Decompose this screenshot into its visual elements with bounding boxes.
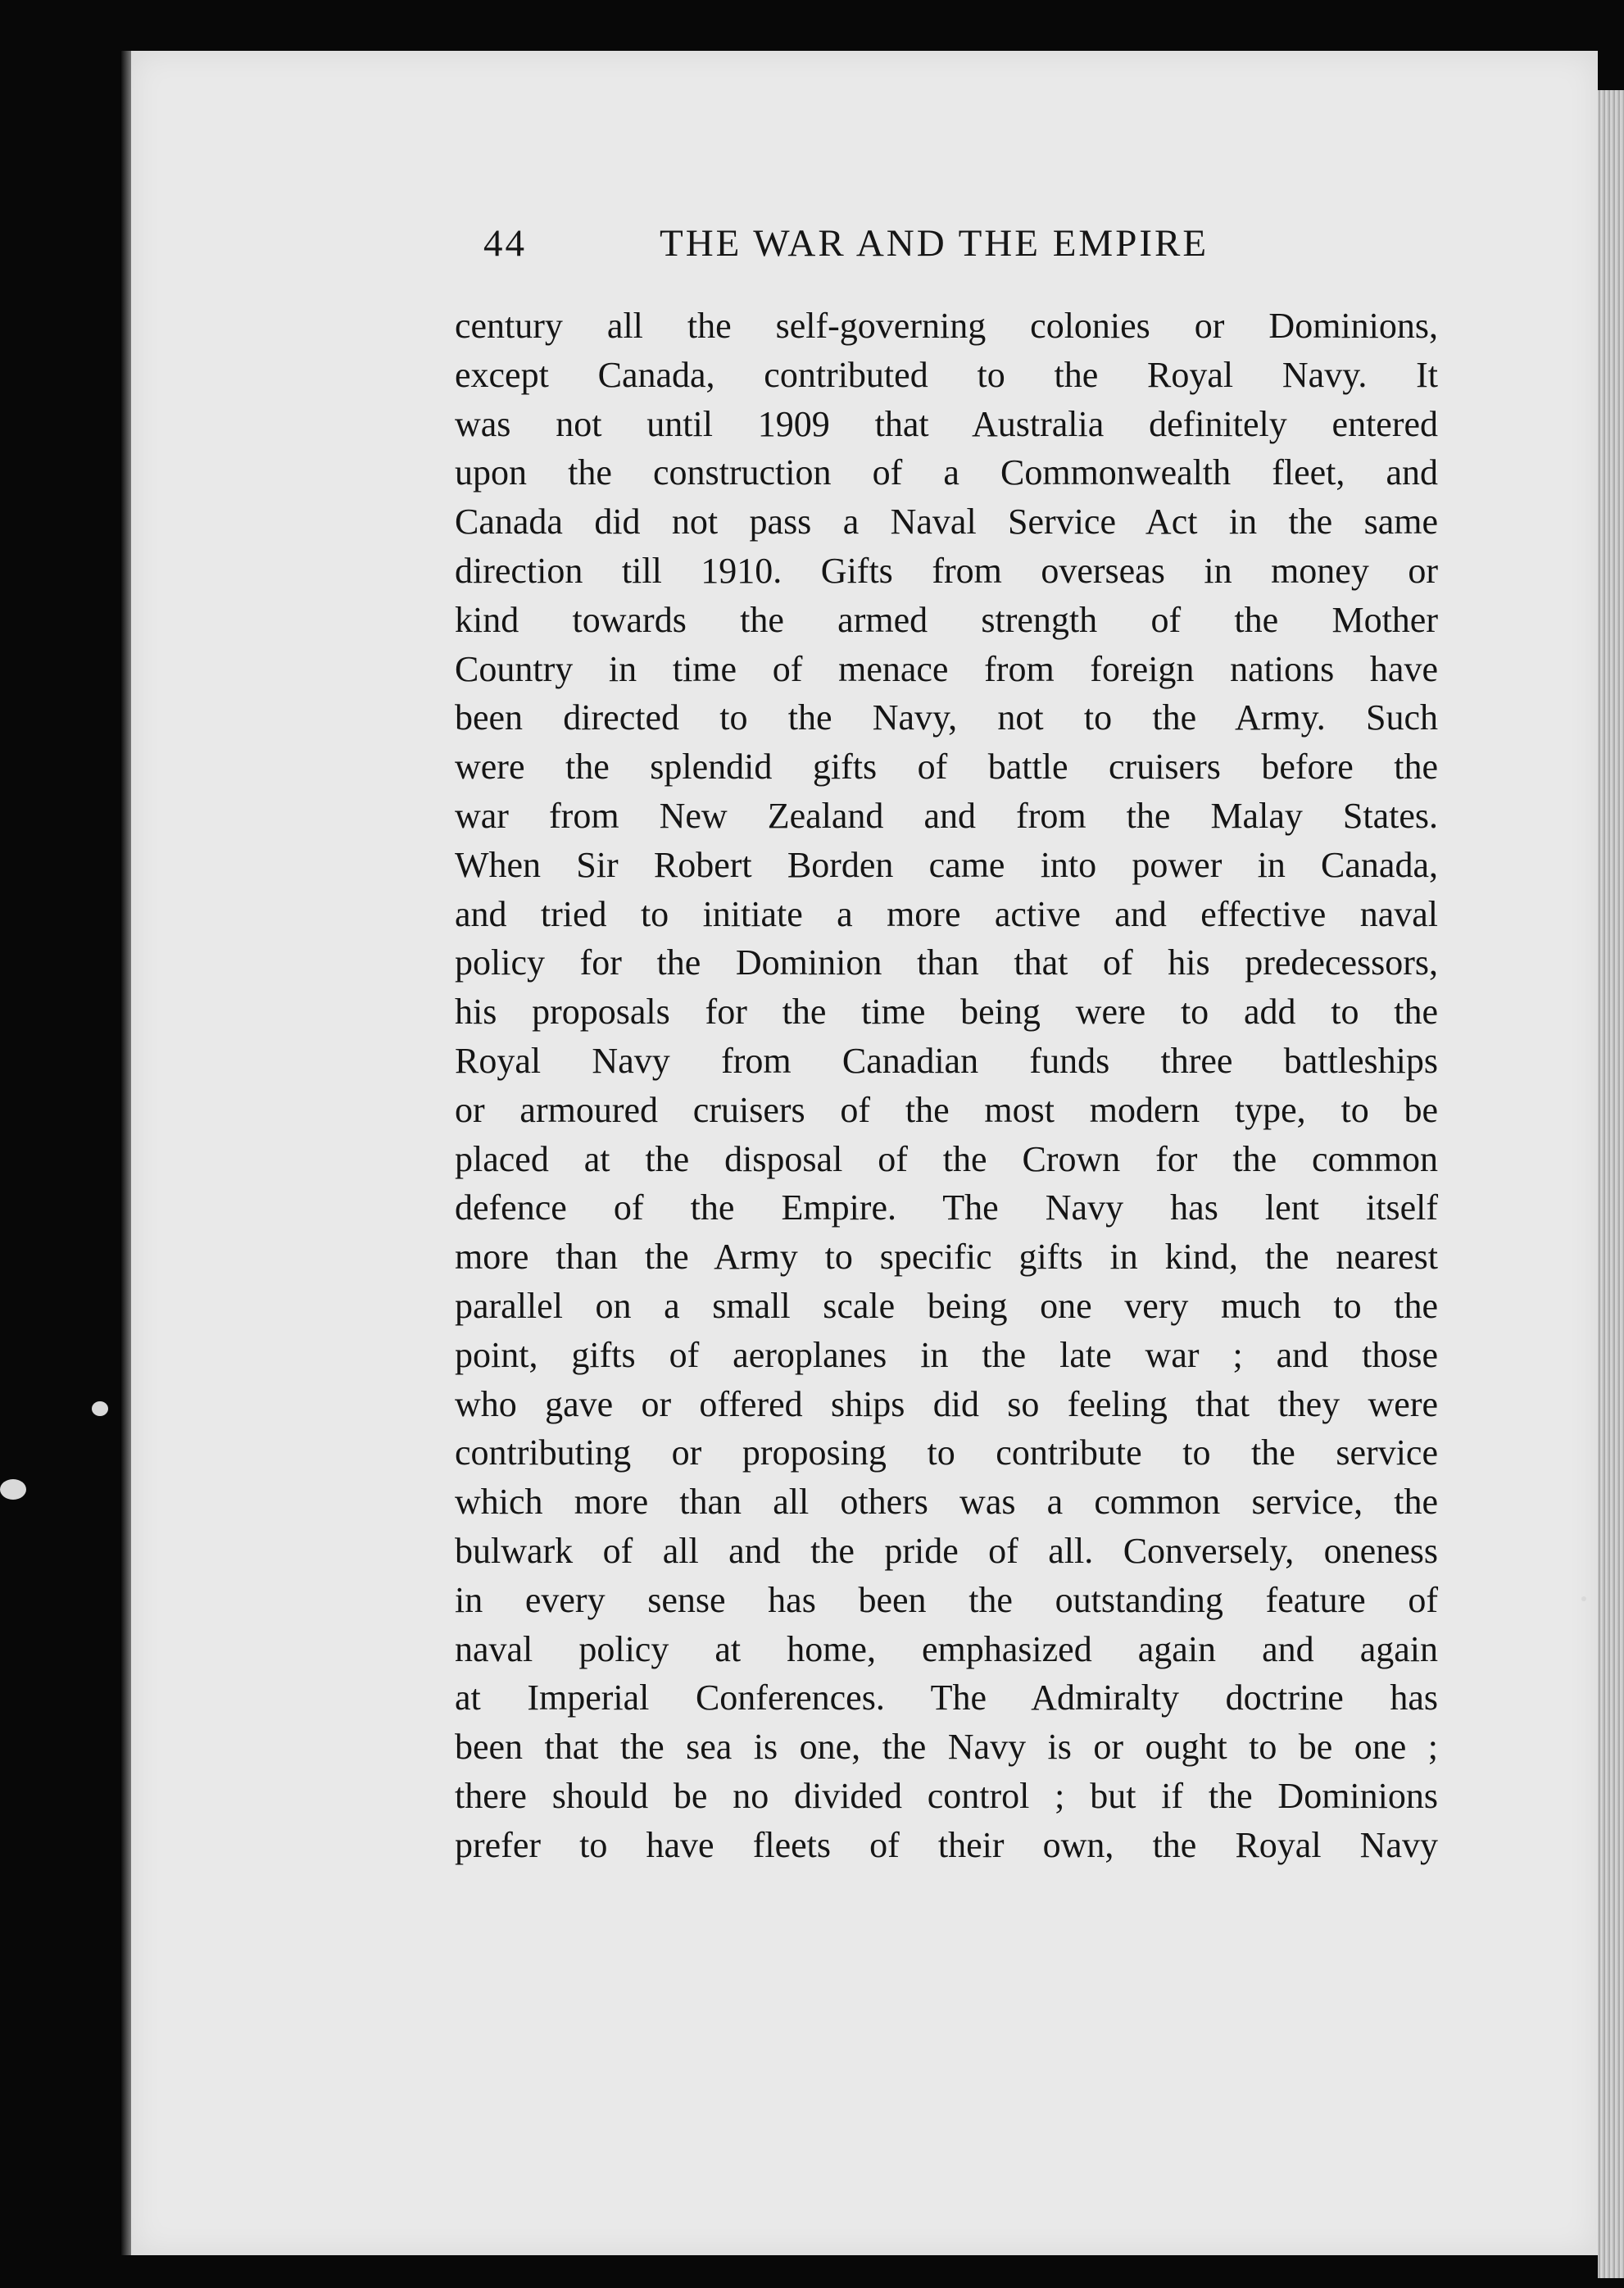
text-line: prefer to have fleets of their own, the Royal Navy bbox=[455, 1824, 1438, 1865]
text-line: were the splendid gifts of battle cruisers before the bbox=[455, 747, 1438, 788]
text-line: there should be no divided control ; but if the Dominions bbox=[455, 1775, 1438, 1816]
text-line: except Canada, contributed to the Royal Navy. It bbox=[455, 354, 1438, 395]
text-line: been directed to the Navy, not to the Army. Such bbox=[455, 697, 1438, 738]
text-line: bulwark of all and the pride of all. Conversely, oneness bbox=[455, 1530, 1438, 1571]
text-line: contributing or proposing to contribute to the service bbox=[455, 1432, 1438, 1473]
text-line: defence of the Empire. The Navy has lent itself bbox=[455, 1187, 1438, 1228]
text-line: kind towards the armed strength of the Mother bbox=[455, 599, 1438, 640]
text-line: in every sense has been the outstanding feature of bbox=[455, 1579, 1438, 1620]
page-number: 44 bbox=[483, 222, 527, 265]
text-line: war from New Zealand and from the Malay States. bbox=[455, 795, 1438, 836]
text-line: point, gifts of aeroplanes in the late war ; and those bbox=[455, 1334, 1438, 1375]
text-line: Canada did not pass a Naval Service Act in the same bbox=[455, 502, 1438, 542]
text-line: direction till 1910. Gifts from overseas in money or bbox=[455, 550, 1438, 591]
text-line: who gave or offered ships did so feeling that they were bbox=[455, 1383, 1438, 1424]
text-line: was not until 1909 that Australia definitely entered bbox=[455, 403, 1438, 444]
scan-speck bbox=[0, 1479, 26, 1500]
text-line: more than the Army to specific gifts in kind, the nearest bbox=[455, 1237, 1438, 1278]
text-line: upon the construction of a Commonwealth fleet, and bbox=[455, 452, 1438, 493]
running-head bbox=[483, 221, 1286, 270]
scan-speck bbox=[92, 1401, 108, 1416]
text-line: been that the sea is one, the Navy is or ought to be one ; bbox=[455, 1727, 1438, 1768]
text-line: Royal Navy from Canadian funds three battleships bbox=[455, 1040, 1438, 1081]
text-line: at Imperial Conferences. The Admiralty doctrine has bbox=[455, 1677, 1438, 1718]
text-line: parallel on a small scale being one very much to the bbox=[455, 1285, 1438, 1326]
text-line: which more than all others was a common service, the bbox=[455, 1482, 1438, 1523]
running-title: THE WAR AND THE EMPIRE bbox=[660, 222, 1209, 265]
text-line: policy for the Dominion than that of his predecessors, bbox=[455, 942, 1438, 983]
page-edge bbox=[1598, 90, 1624, 2278]
body-text bbox=[455, 302, 1438, 1870]
text-line: Country in time of menace from foreign nations have bbox=[455, 648, 1438, 689]
scan-speck bbox=[1581, 1596, 1586, 1601]
text-line: When Sir Robert Borden came into power in Canada, bbox=[455, 844, 1438, 885]
text-line: his proposals for the time being were to add to the bbox=[455, 992, 1438, 1033]
text-line: or armoured cruisers of the most modern type, to be bbox=[455, 1089, 1438, 1130]
text-line: and tried to initiate a more active and effective naval bbox=[455, 893, 1438, 934]
text-line: century all the self-governing colonies or Dominions, bbox=[455, 306, 1438, 346]
text-line: naval policy at home, emphasized again and again bbox=[455, 1628, 1438, 1669]
text-line: placed at the disposal of the Crown for the common bbox=[455, 1138, 1438, 1179]
